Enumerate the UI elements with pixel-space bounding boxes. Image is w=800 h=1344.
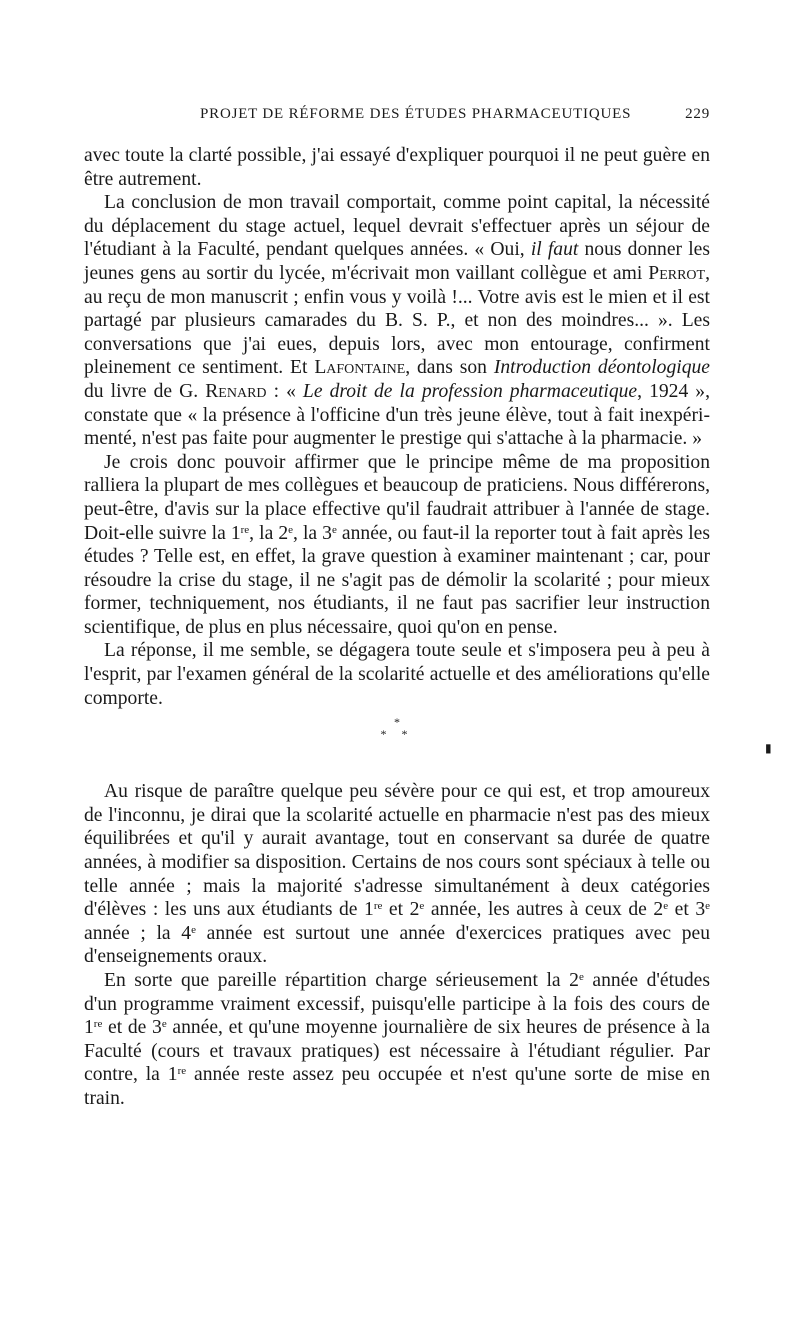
author-name-lafontaine: Lafontaine xyxy=(314,357,406,379)
paragraph-scolarite: Au risque de paraître quelque peu sévère pour ce qui est, et trop amoureux de l'inconnu, je dirai que la scolarité actuelle en pharmacie n'est pas des mieux équilibrées et qu'il y aurait avantage, tout en conservant sa durée de quatre années, à modifier sa disposition. Certains de nos cours sont spéciaux à telle ou telle année ; mais la majorité s'adresse simultanément à deux catégories d'élèves : les uns aux étudiants de 1re et 2e année, les autres à ceux de 2e et 3e année ; la 4e année est surtout une année d'exercices pratiques avec peu d'enseignements oraux. xyxy=(84,781,711,968)
margin-mark: ▮ xyxy=(765,741,772,755)
paragraph-conclusion: La conclusion de mon travail comportait, comme point capital, la nécessité du déplacement du stage actuel, lequel devrait s'effectuer après un séjour de l'étudiant à la Faculté, pendant quelques années. « Oui, il faut nous donner les jeunes gens au sortir du lycée, m'écrivait mon vaillant collègue et ami Perrot, au reçu de mon manuscrit ; enfin vous y voilà !... Votre avis est le mien et il est partagé par plusieurs camarades du B. S. P., et non des moindres... ». Les conversations que j'ai eues, depuis lors, avec mon entourage, confirment pleinement ce sentiment. Et Lafontaine, dans son Introduction déontologique du livre de G. Renard : « Le droit de la profession pharmaceutique, 1924 », constate que « la présence à l'officine d'un très jeune élève, tout à fait inexpérimenté, n'est pas faite pour augmenter le prestige qui s'attache à la pharmacie. » xyxy=(84,192,711,450)
paragraph-principle: Je crois donc pouvoir affirmer que le principe même de ma proposition ralliera la plupart de mes collègues et beaucoup de praticiens. Nous différerons, peut-être, d'avis sur la place effective qu'il faudrait attribuer à l'année de stage. Doit-elle suivre la 1re, la 2e, la 3e année, ou faut-il la reporter tout à fait après les études ? Telle est, en effet, la grave question à examiner maintenant ; car, pour résoudre la crise du stage, il ne s'agit pas de démolir la scolarité ; pour mieux former, techniquement, nos étudiants, il ne faut pas sacrifier leur instruction scientifique, de plus en plus nécessaire, quoi qu'on en pense. xyxy=(84,451,710,638)
running-title: PROJET DE RÉFORME DES ÉTUDES PHARMACEUTIQUES xyxy=(200,106,632,122)
paragraph-continuation: avec toute la clarté possible, j'ai essayé d'expliquer pourquoi il ne peut guère en être autrement. xyxy=(84,145,710,190)
body-text xyxy=(84,144,710,1111)
asterism-bottom: * * xyxy=(380,727,414,742)
page-number: 229 xyxy=(685,106,710,122)
section-separator xyxy=(84,710,710,768)
paragraph-repartition: En sorte que pareille répartition charge sérieusement la 2e année d'études d'un programme vraiment excessif, puisqu'elle participe à la fois des cours de 1re et de 3e année, et qu'une moyenne journalière de six heures de présence à la Faculté (cours et travaux pratiques) est nécessaire à l'étudiant régulier. Par contre, la 1re année reste assez peu occupée et n'est qu'une sorte de mise en train. xyxy=(84,970,710,1109)
book-title-droit: Le droit de la profession pharmaceutique xyxy=(302,380,638,402)
book-title-introduction: Introduction déontologique xyxy=(493,357,710,379)
asterism-top: * xyxy=(394,715,400,730)
author-name-renard: Renard xyxy=(205,380,267,402)
author-name-perrot: Perrot xyxy=(648,262,706,284)
paragraph-response: La réponse, il me semble, se dégagera toute seule et s'imposera peu à peu à l'esprit, par l'examen général de la scolarité actuelle et des améliorations qu'elle comporte. xyxy=(84,640,710,709)
